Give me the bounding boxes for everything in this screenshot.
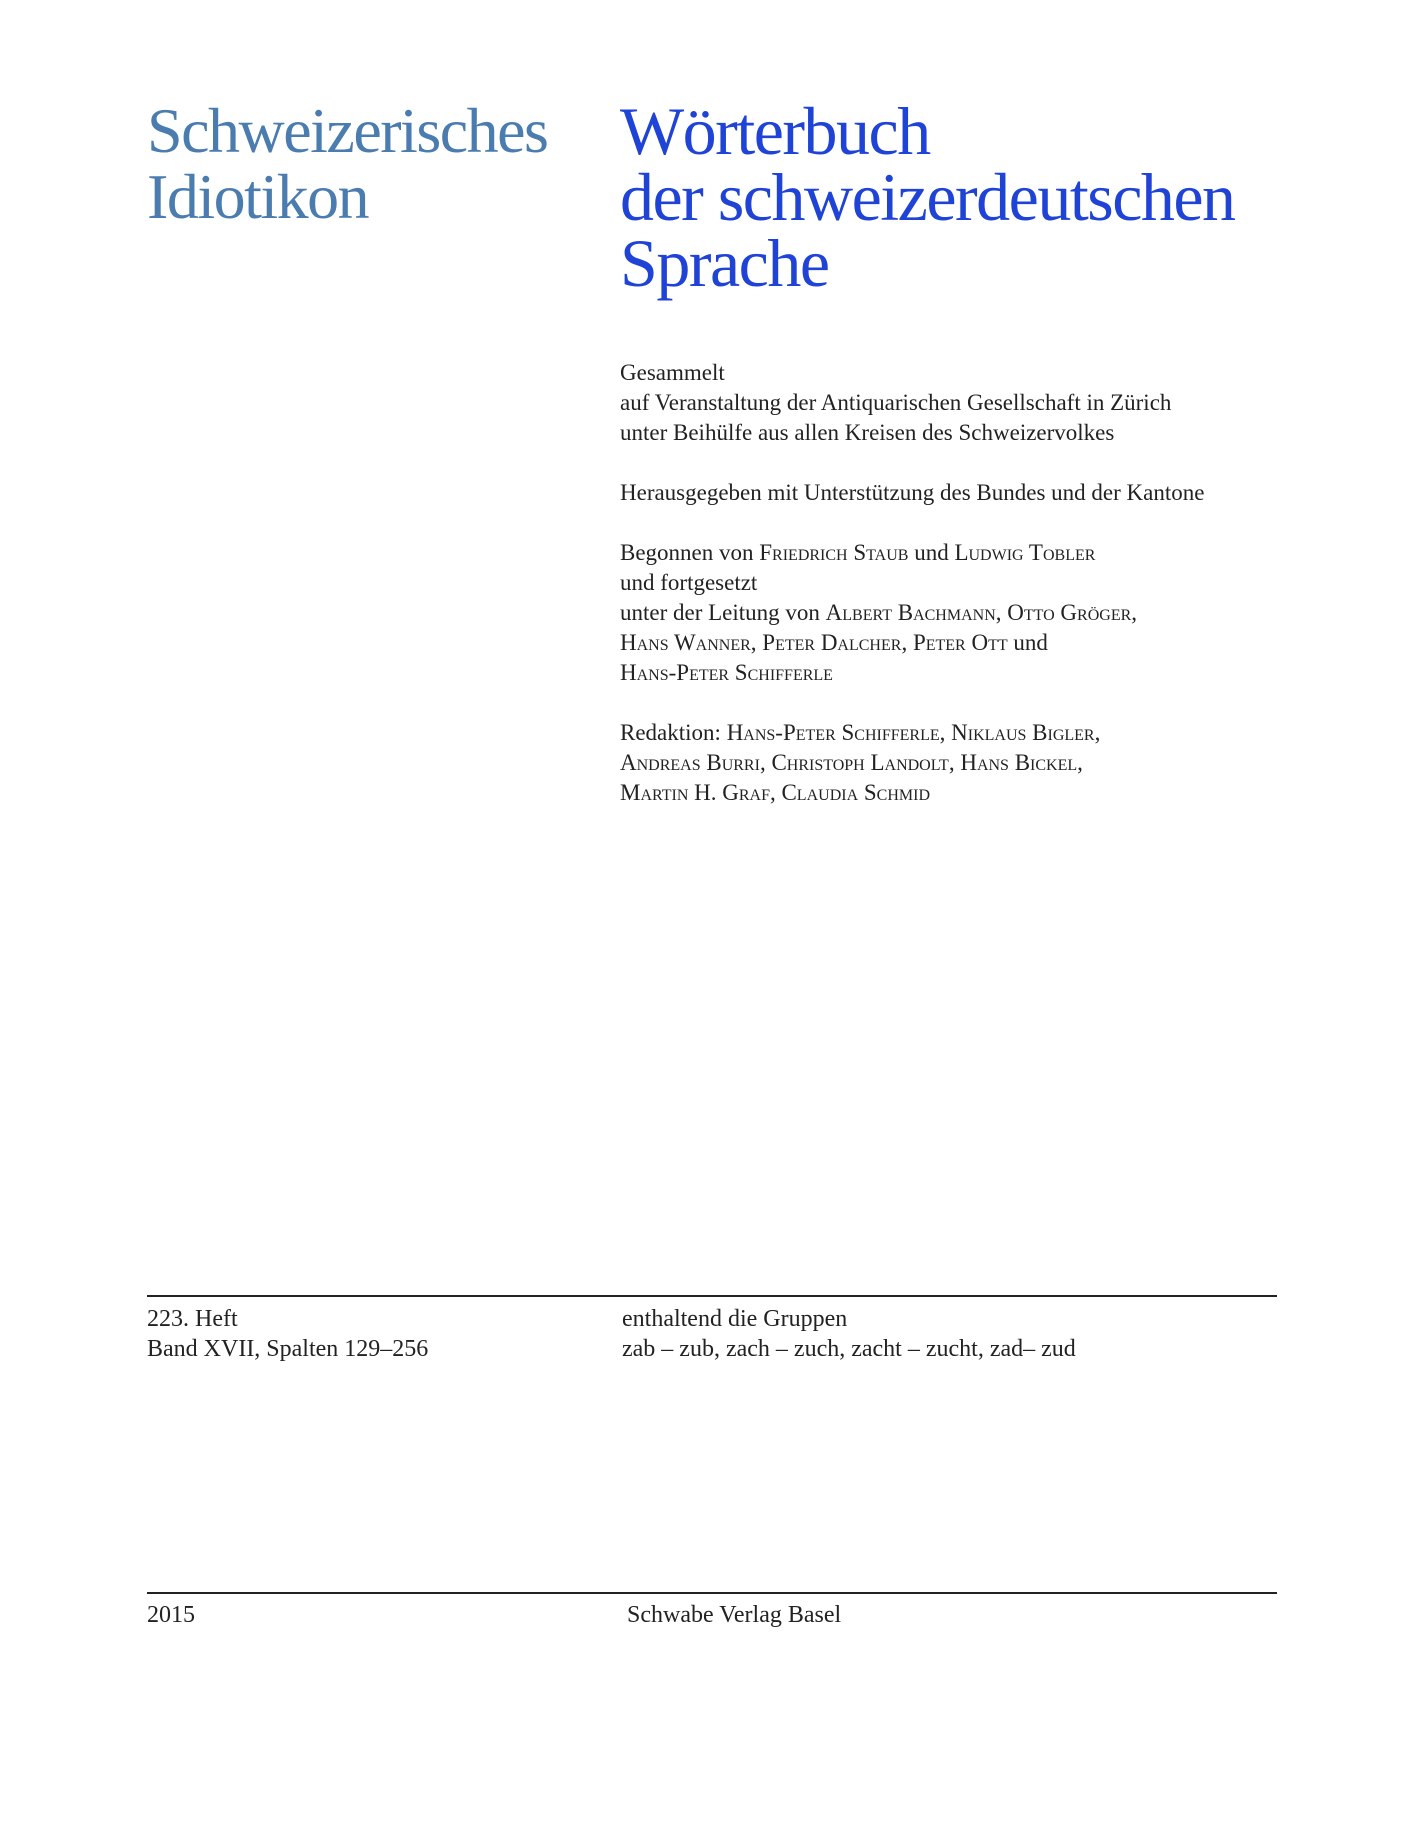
leader-name: Otto Gröger	[1007, 600, 1132, 625]
issue-info	[147, 1304, 428, 1364]
separator: ,	[750, 630, 763, 655]
leader-name: Hans-Peter Schifferle	[620, 660, 833, 685]
divider-top	[147, 1295, 1277, 1297]
lead-prefix: unter der Leitung von	[620, 600, 826, 625]
main-title-line-3: Sprache	[620, 225, 829, 301]
editor-name: Claudia Schmid	[781, 780, 931, 805]
editor-name: Hans Bickel	[960, 750, 1078, 775]
editor-name: Andreas Burri	[620, 750, 760, 775]
separator: ,	[1131, 600, 1138, 625]
separator: ,	[1094, 720, 1101, 745]
begun-prefix: Begonnen von	[620, 540, 760, 565]
published-block	[620, 478, 1320, 508]
editor-name: Christoph Landolt	[771, 750, 949, 775]
founders-line-1	[620, 538, 1320, 568]
editor-name: Martin H. Graf	[620, 780, 770, 805]
groups-info	[622, 1304, 1076, 1364]
separator: ,	[995, 600, 1008, 625]
collected-line-1: Gesammelt	[620, 360, 725, 385]
publisher-name: Schwabe Verlag Basel	[627, 1602, 842, 1628]
series-title-line-2: Idiotikon	[147, 161, 369, 232]
separator: ,	[948, 750, 961, 775]
founders-line-3	[620, 598, 1320, 628]
separator: ,	[759, 750, 772, 775]
founders-line-2: und fortgesetzt	[620, 570, 758, 595]
main-title-line-1: Wörterbuch	[620, 93, 930, 169]
founder-name: Friedrich Staub	[759, 540, 909, 565]
main-title	[620, 93, 1320, 301]
main-title-line-2: der schweizerdeutschen	[620, 159, 1235, 235]
leader-name: Hans Wanner	[620, 630, 751, 655]
editors-line-3	[620, 778, 1320, 808]
groups-label: enthaltend die Gruppen	[622, 1306, 848, 1332]
separator: ,	[939, 720, 952, 745]
collected-block	[620, 358, 1320, 448]
collected-line-2: auf Veranstaltung der Antiquarischen Gesellschaft in Zürich	[620, 390, 1172, 415]
divider-bottom	[147, 1592, 1277, 1594]
editors-line-2	[620, 748, 1320, 778]
conjunction: und	[1007, 630, 1048, 655]
band-columns: Band XVII, Spalten 129–256	[147, 1336, 429, 1362]
leader-name: Peter Ott	[912, 630, 1008, 655]
leader-name: Albert Bachmann	[825, 600, 996, 625]
groups-list: zab – zub, zach – zuch, zacht – zucht, zad– zud	[622, 1336, 1076, 1362]
conjunction: und	[908, 540, 955, 565]
heft-number: 223. Heft	[147, 1306, 238, 1332]
leader-name: Peter Dalcher	[762, 630, 902, 655]
founders-block	[620, 538, 1320, 688]
series-title	[147, 95, 607, 232]
editor-name: Niklaus Bigler	[951, 720, 1095, 745]
editor-name: Hans-Peter Schifferle	[726, 720, 940, 745]
series-title-line-1: Schweizerisches	[147, 95, 548, 166]
separator: ,	[769, 780, 782, 805]
collected-line-3: unter Beihülfe aus allen Kreisen des Schweizervolkes	[620, 420, 1115, 445]
credits	[620, 358, 1320, 838]
founders-line-4	[620, 628, 1320, 658]
published-line: Herausgegeben mit Unterstützung des Bundes und der Kantone	[620, 480, 1205, 505]
separator: ,	[1077, 750, 1083, 775]
editors-prefix: Redaktion:	[620, 720, 727, 745]
separator: ,	[901, 630, 913, 655]
founder-name: Ludwig Tobler	[954, 540, 1096, 565]
publication-year: 2015	[147, 1602, 195, 1628]
editors-block	[620, 718, 1320, 808]
editors-line-1	[620, 718, 1320, 748]
